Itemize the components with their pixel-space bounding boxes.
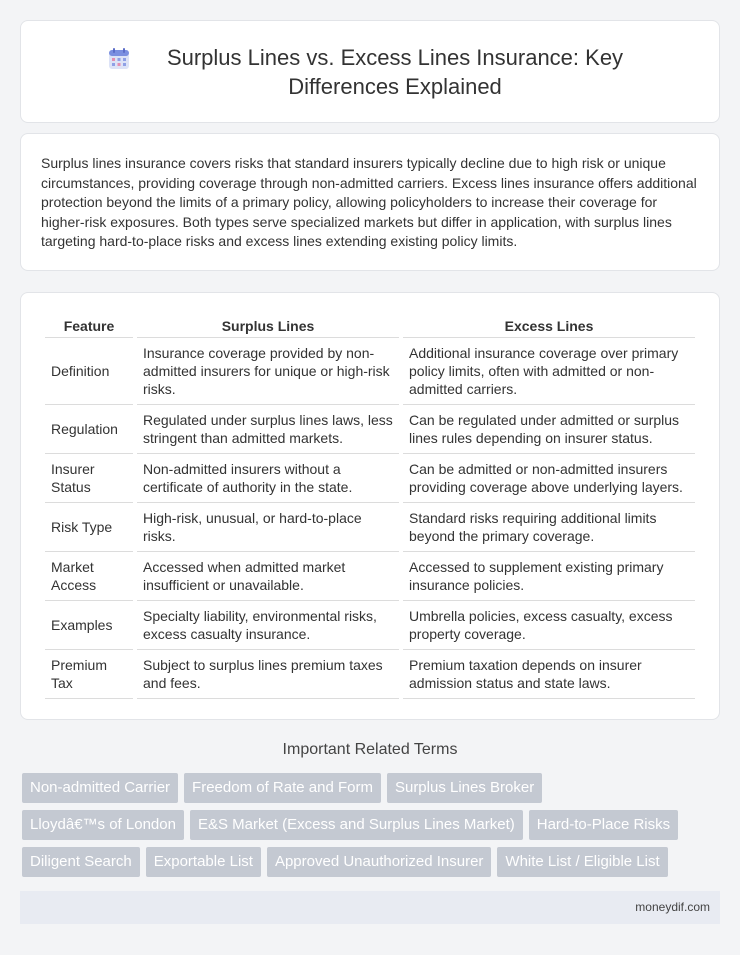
- row-feature: Premium Tax: [45, 650, 133, 699]
- comparison-table-card: [20, 292, 720, 720]
- tag-row: [22, 773, 722, 803]
- table-row: [45, 601, 695, 650]
- tag-exportable-list[interactable]: Exportable List: [146, 847, 261, 877]
- tag-row: [22, 847, 722, 877]
- header-feature: Feature: [45, 315, 133, 338]
- table-row: [45, 650, 695, 699]
- table-row: [45, 405, 695, 454]
- row-feature: Risk Type: [45, 503, 133, 552]
- tag-es-market[interactable]: E&S Market (Excess and Surplus Lines Market): [190, 810, 523, 840]
- row-excess-lines: Can be admitted or non-admitted insurers providing coverage above underlying layers.: [403, 454, 695, 503]
- row-feature: Market Access: [45, 552, 133, 601]
- tag-approved-unauthorized-insurer[interactable]: Approved Unauthorized Insurer: [267, 847, 491, 877]
- row-excess-lines: Standard risks requiring additional limits beyond the primary coverage.: [403, 503, 695, 552]
- page-title: Surplus Lines vs. Excess Lines Insurance: Key Differences Explained: [166, 45, 624, 99]
- row-feature: Examples: [45, 601, 133, 650]
- tag-surplus-lines-broker[interactable]: Surplus Lines Broker: [387, 773, 542, 803]
- tag-lloyds-of-london[interactable]: Lloydâ€™s of London: [22, 810, 184, 840]
- tag-non-admitted-carrier[interactable]: Non-admitted Carrier: [22, 773, 178, 803]
- row-surplus-lines: Subject to surplus lines premium taxes and fees.: [137, 650, 399, 699]
- comparison-table: [41, 315, 699, 699]
- row-surplus-lines: High-risk, unusual, or hard-to-place risks.: [137, 503, 399, 552]
- intro-paragraph: Surplus lines insurance covers risks that standard insurers typically decline due to high risk or unique circumstances, providing coverage through non-admitted carriers. Excess lines insurance offers additional protection beyond the limits of a primary policy, allowing policyholders to increase their coverage for higher-risk exposures. Both types serve specialized markets but differ in application, with surplus lines targeting hard-to-place risks and excess lines extending existing policy limits.: [41, 155, 697, 249]
- row-excess-lines: Premium taxation depends on insurer admission status and state laws.: [403, 650, 695, 699]
- tag-white-list[interactable]: White List / Eligible List: [497, 847, 667, 877]
- row-excess-lines: Umbrella policies, excess casualty, excess property coverage.: [403, 601, 695, 650]
- intro-card: [20, 133, 720, 271]
- row-surplus-lines: Regulated under surplus lines laws, less stringent than admitted markets.: [137, 405, 399, 454]
- row-excess-lines: Accessed to supplement existing primary insurance policies.: [403, 552, 695, 601]
- tag-diligent-search[interactable]: Diligent Search: [22, 847, 140, 877]
- header-excess-lines: Excess Lines: [403, 315, 695, 338]
- table-row: [45, 454, 695, 503]
- row-surplus-lines: Non-admitted insurers without a certificate of authority in the state.: [137, 454, 399, 503]
- row-surplus-lines: Insurance coverage provided by non-admitted insurers for unique or high-risk risks.: [137, 338, 399, 405]
- row-surplus-lines: Accessed when admitted market insufficient or unavailable.: [137, 552, 399, 601]
- row-surplus-lines: Specialty liability, environmental risks, excess casualty insurance.: [137, 601, 399, 650]
- row-excess-lines: Additional insurance coverage over primary policy limits, often with admitted or non-admitted carriers.: [403, 338, 695, 405]
- row-feature: Definition: [45, 338, 133, 405]
- tag-row: [22, 810, 722, 840]
- related-terms-list: [22, 773, 722, 884]
- row-excess-lines: Can be regulated under admitted or surplus lines rules depending on insurer status.: [403, 405, 695, 454]
- table-row: [45, 503, 695, 552]
- tag-hard-to-place-risks[interactable]: Hard-to-Place Risks: [529, 810, 678, 840]
- row-feature: Insurer Status: [45, 454, 133, 503]
- row-feature: Regulation: [45, 405, 133, 454]
- tag-freedom-of-rate-and-form[interactable]: Freedom of Rate and Form: [184, 773, 381, 803]
- table-header-row: [45, 315, 695, 338]
- header-surplus-lines: Surplus Lines: [137, 315, 399, 338]
- footer-site[interactable]: moneydif.com: [635, 900, 710, 914]
- footer: [20, 891, 720, 924]
- related-terms-title: Important Related Terms: [282, 741, 458, 758]
- table-row: [45, 552, 695, 601]
- title-card: [20, 20, 720, 123]
- table-row: [45, 338, 695, 405]
